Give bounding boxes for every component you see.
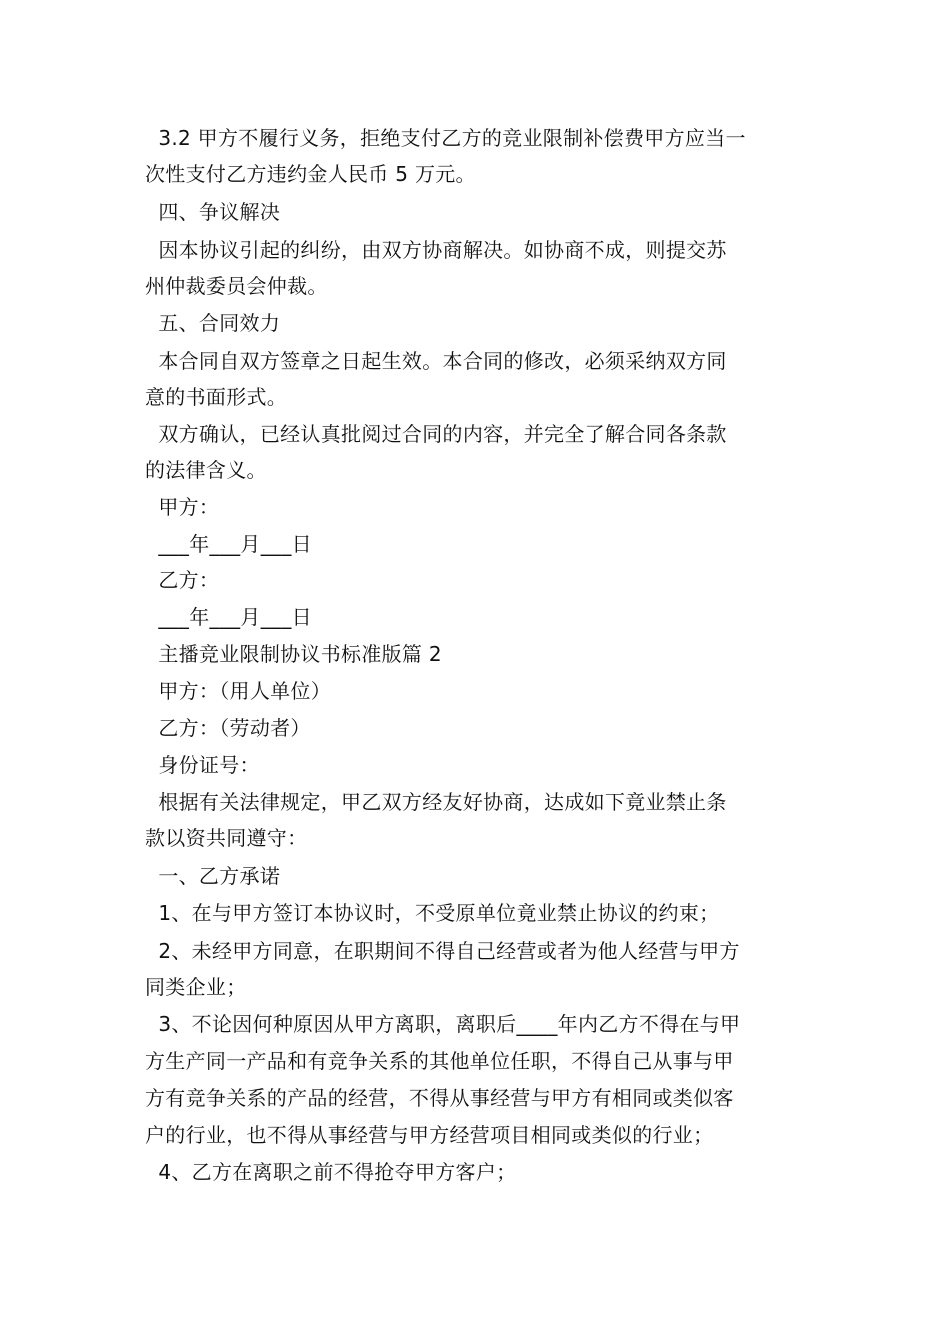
party-a-label: 甲方： — [145, 495, 220, 519]
text-line: 因本协议引起的纠纷，由双方协商解决。如协商不成，则提交苏 — [145, 238, 727, 262]
section-heading: 一、乙方承诺 — [145, 864, 281, 888]
text-line: 方有竞争关系的产品的经营，不得从事经营与甲方有相同或类似客 — [145, 1086, 734, 1110]
text-line: 根据有关法律规定，甲乙双方经友好协商，达成如下竟业禁止条 — [145, 790, 727, 814]
text-line: 意的书面形式。 — [145, 385, 288, 409]
id-number-line: 身份证号： — [145, 753, 260, 777]
clause-line: 2、未经甲方同意，在职期间不得自己经营或者为他人经营与甲方 — [145, 939, 740, 963]
text-line: 双方确认，已经认真批阅过合同的内容，并完全了解合同各条款 — [145, 422, 727, 446]
text-line: 的法律含义。 — [145, 458, 267, 482]
text-line: 户的行业，也不得从事经营与甲方经营项目相同或类似的行业； — [145, 1123, 714, 1147]
clause-line: 4、乙方在离职之前不得抢夺甲方客户； — [145, 1160, 517, 1184]
text-line: 同类企业； — [145, 975, 247, 999]
section-heading: 四、争议解决 — [145, 200, 281, 224]
text-line: 款以资共同遵守： — [145, 826, 308, 850]
clause-line: 3、不论因何种原因从甲方离职，离职后____年内乙方不得在与甲 — [145, 1012, 741, 1036]
party-b-line: 乙方：（劳动者） — [145, 716, 311, 740]
text-line: 3.2 甲方不履行义务，拒绝支付乙方的竞业限制补偿费甲方应当一 — [145, 126, 746, 150]
clause-line: 1、在与甲方签订本协议时，不受原单位竟业禁止协议的约束； — [145, 901, 720, 925]
date-line: ___年___月___日 — [145, 605, 312, 629]
text-line: 本合同自双方签章之日起生效。本合同的修改，必须采纳双方同 — [145, 349, 727, 373]
text-line: 州仲裁委员会仲裁。 — [145, 274, 328, 298]
text-line: 方生产同一产品和有竞争关系的其他单位任职，不得自己从事与甲 — [145, 1049, 734, 1073]
party-b-label: 乙方： — [145, 568, 220, 592]
document-title: 主播竞业限制协议书标准版篇 2 — [145, 642, 442, 666]
party-a-line: 甲方：（用人单位） — [145, 679, 332, 703]
text-line: 次性支付乙方违约金人民币 5 万元。 — [145, 162, 476, 186]
date-line: ___年___月___日 — [145, 532, 312, 556]
section-heading: 五、合同效力 — [145, 311, 281, 335]
